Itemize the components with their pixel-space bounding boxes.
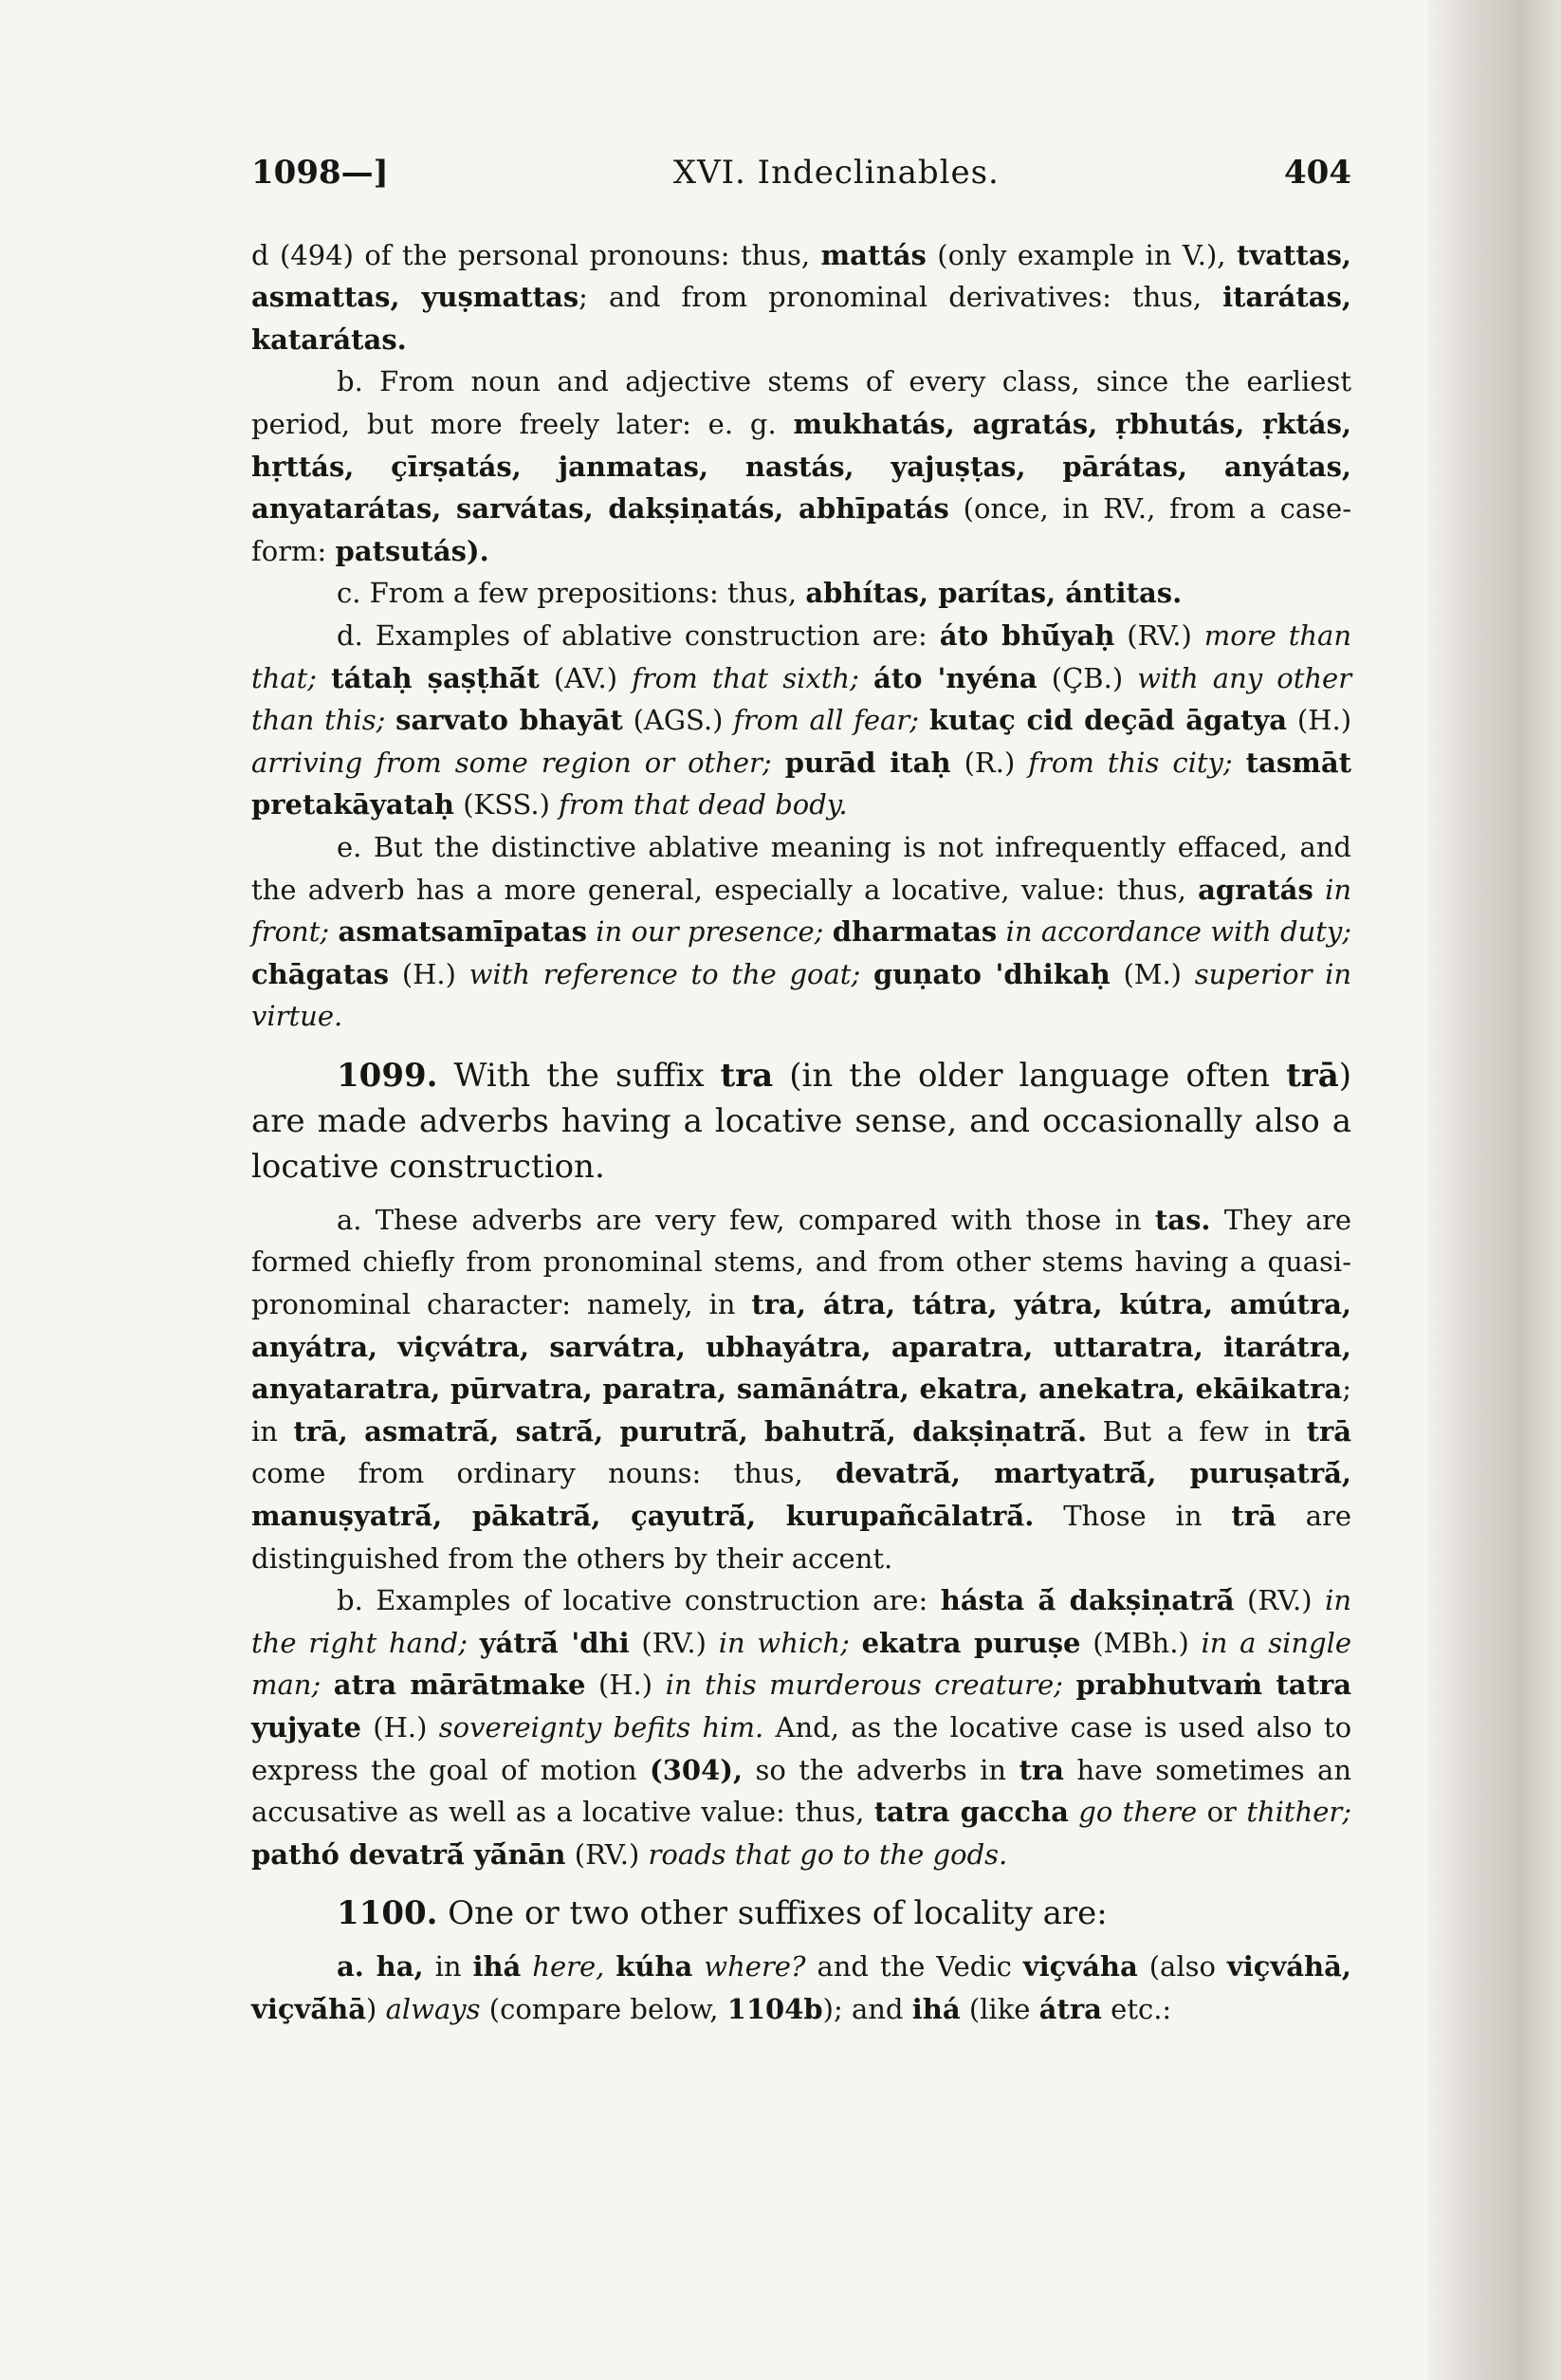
page-number: 404 bbox=[1284, 154, 1351, 192]
header-title: XVI. Indeclinables. bbox=[672, 154, 1000, 192]
paragraph-e-general-value: e. But the distinctive ablative meaning is not infrequently effaced, and the adverb has a more general, especially a locative, value: thus, agratás in front; asmatsamīpatas in our presence; dharmatas in accordance with duty; chāgatas (H.) with reference to the goat; guṇato 'dhikaḥ (M.) superior in virtue. bbox=[251, 830, 1352, 1033]
running-header bbox=[251, 152, 1351, 194]
paragraph-d-ablative-examples: d. Examples of ablative construction are: áto bhū́yaḥ (RV.) more than that; tátaḥ ṣaṣṭhā́t (AV.) from that sixth; áto 'nyéna (ÇB.) with any other than this; sarvato bhayāt (AGS.) from all fear; kutaç cid deçād āgatya (H.) arriving from some region or other; purād itaḥ (R.) from this city; tasmāt pretakāyataḥ (KSS.) from that dead body. bbox=[251, 618, 1352, 821]
paragraph-c-prepositions: c. From a few prepositions: thus, abhítas, parítas, ántitas. bbox=[337, 577, 1183, 610]
paragraph-b-noun-stems: b. From noun and adjective stems of every class, since the earliest period, but more freely later: e. g. mukhatás, agratás, ṛbhutás, ṛktás, hṛttás, çīrṣatás, janmatas, nastás, yajuṣṭas, pārátas, anyátas, anyatarátas, sarvátas, dakṣiṇatás, abhīpatás (once, in RV., from a case-form: patsutás). bbox=[251, 365, 1352, 567]
section-number: 1099. bbox=[337, 1056, 438, 1095]
paragraph-a-ha-suffix: a. ha, in ihá here, kúha where? and the Vedic viçváha (also viçváhā, viçvā́hā) always (compare below, 1104b); and ihá (like átra etc.: bbox=[251, 1950, 1352, 2025]
paragraph-1097d-tail: d (494) of the personal pronouns: thus, mattás (only example in V.), tvattas, asmattas, yuṣmattas; and from pronominal derivatives: thus, itarátas, katarátas. bbox=[251, 238, 1351, 356]
section-1100: 1100. One or two other suffixes of locality are: bbox=[337, 1894, 1108, 1933]
page-body bbox=[251, 152, 1351, 2031]
paragraph-b-locative-examples: b. Examples of locative construction are: hásta ā́ dakṣiṇatrā́ (RV.) in the right hand; yátrā́ 'dhi (RV.) in which; ekatra puruṣe (MBh.) in a single man; atra mārātmake (H.) in this murderous creature; prabhutvaṁ tatra yujyate (H.) sovereignty befits him. And, as the locative case is used also to express the goal of motion (304), so the adverbs in tra have sometimes an accusative as well as a locative value: thus, tatra gaccha go there or thither; pathó devatrā́ yā́nān (RV.) roads that go to the gods. bbox=[251, 1584, 1352, 1871]
paragraph-a-tra-adverbs: a. These adverbs are very few, compared with those in tas. They are formed chiefly from pronominal stems, and from other stems having a quasi-pronominal character: namely, in tra, átra, tátra, yátra, kútra, amútra, anyátra, viçvátra, sarvátra, ubhayátra, aparatra, uttaratra, itarátra, anyataratra, pūrvatra, paratra, samānátra, ekatra, anekatra, ekāikatra; in trā, asmatrā́, satrā́, purutrā́, bahutrā́, dakṣiṇatrā́. But a few in trā come from ordinary nouns: thus, devatrā́, martyatrā́, puruṣatrā́, manuṣyatrā́, pākatrā́, çayutrā́, kurupañcālatrā́. Those in trā are distinguished from the others by their accent. bbox=[251, 1203, 1352, 1575]
section-number: 1100. bbox=[337, 1894, 438, 1933]
section-1099: 1099. With the suffix tra (in the older language often trā) are made adverbs having a locative sense, and occasionally also a locative construction. bbox=[251, 1056, 1351, 1186]
header-section-ref: 1098—] bbox=[251, 154, 389, 192]
scan-gutter-shadow bbox=[1428, 0, 1561, 2380]
